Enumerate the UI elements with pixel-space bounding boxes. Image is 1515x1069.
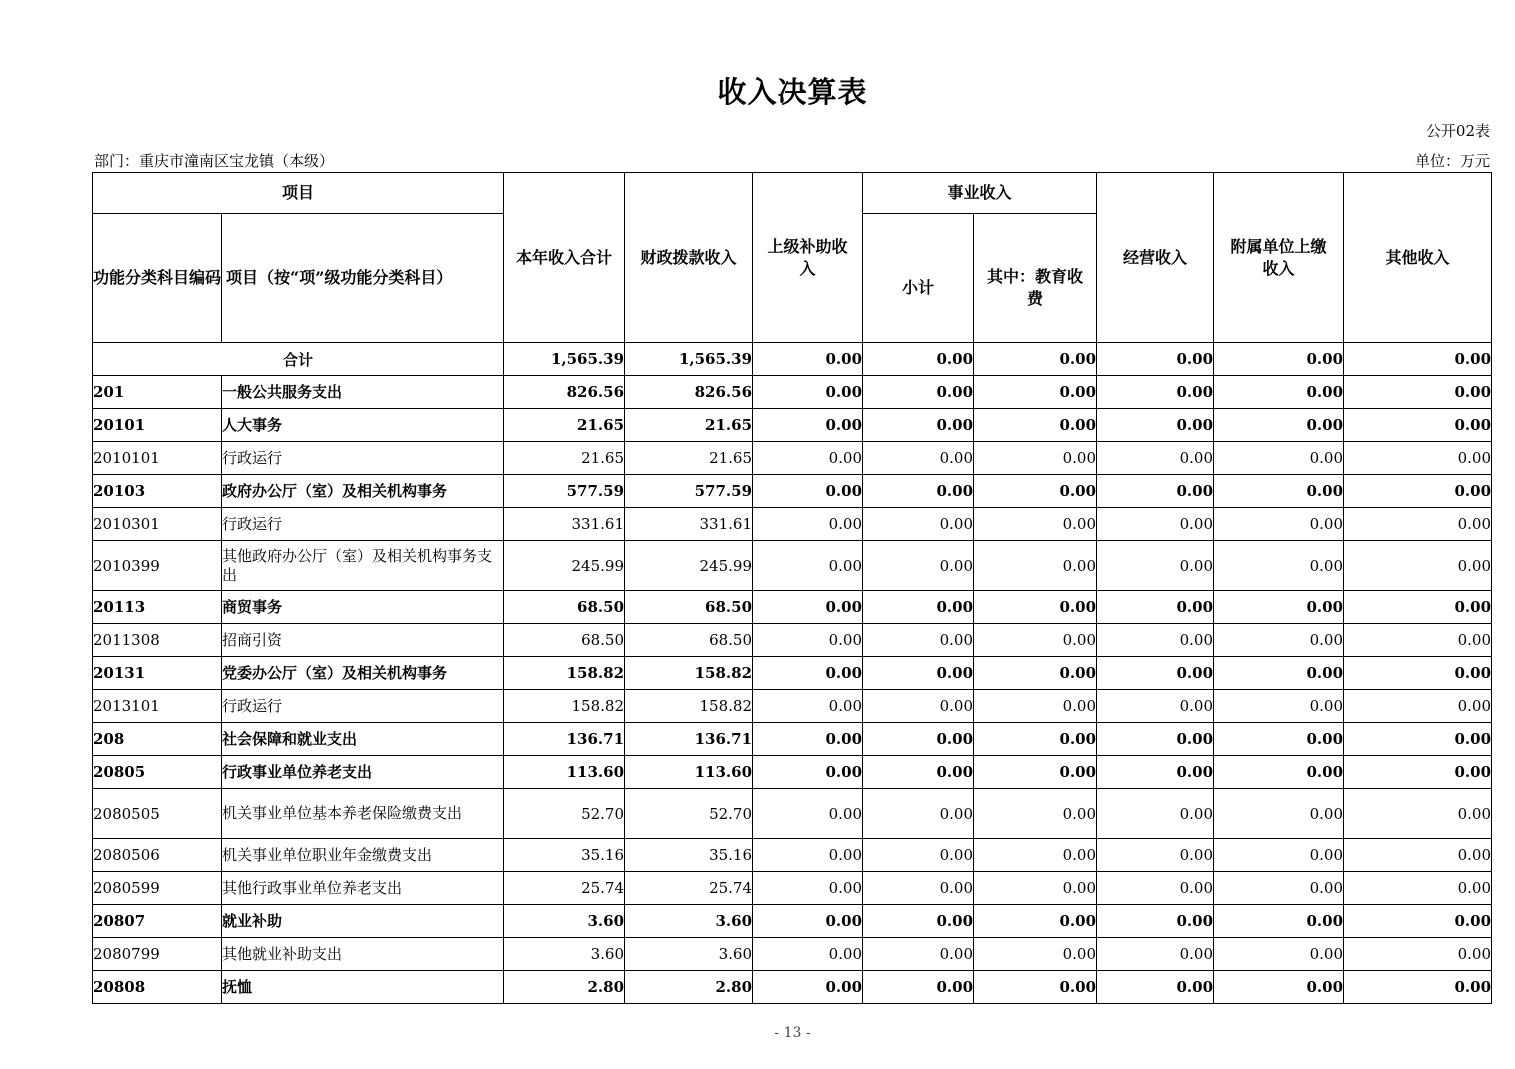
row-code: 2010101: [93, 442, 222, 475]
row-value: 0.00: [1097, 442, 1214, 475]
row-value: 0.00: [1344, 376, 1492, 409]
row-value: 25.74: [625, 872, 753, 905]
row-value: 0.00: [1214, 508, 1344, 541]
row-value: 0.00: [974, 376, 1097, 409]
row-value: 0.00: [1097, 409, 1214, 442]
row-code: 20808: [93, 971, 222, 1004]
total-cell: 0.00: [1214, 343, 1344, 376]
row-value: 0.00: [974, 409, 1097, 442]
row-value: 0.00: [974, 723, 1097, 756]
table-row: [93, 624, 1492, 657]
row-code: 2010301: [93, 508, 222, 541]
table-row: [93, 376, 1492, 409]
total-cell: 0.00: [1344, 343, 1492, 376]
total-row: [93, 343, 1492, 376]
row-value: 0.00: [753, 475, 863, 508]
row-value: 0.00: [1344, 475, 1492, 508]
total-cell: 0.00: [863, 343, 974, 376]
row-value: 0.00: [1097, 657, 1214, 690]
row-value: 2.80: [625, 971, 753, 1004]
row-value: 0.00: [1214, 789, 1344, 839]
row-value: 158.82: [504, 657, 625, 690]
row-code: 20113: [93, 591, 222, 624]
row-value: 0.00: [974, 789, 1097, 839]
row-value: 0.00: [753, 376, 863, 409]
row-value: 826.56: [504, 376, 625, 409]
row-value: 0.00: [1097, 839, 1214, 872]
row-value: 0.00: [753, 541, 863, 591]
row-value: 0.00: [863, 756, 974, 789]
row-code: 20131: [93, 657, 222, 690]
total-cell: 1,565.39: [625, 343, 753, 376]
row-value: 245.99: [625, 541, 753, 591]
row-value: 0.00: [1344, 541, 1492, 591]
row-value: 3.60: [625, 938, 753, 971]
table-row: [93, 475, 1492, 508]
row-value: 0.00: [1214, 624, 1344, 657]
header-other: 其他收入: [1344, 173, 1492, 343]
row-value: 0.00: [1344, 839, 1492, 872]
row-value: 0.00: [974, 508, 1097, 541]
row-value: 0.00: [1344, 723, 1492, 756]
row-value: 826.56: [625, 376, 753, 409]
row-value: 0.00: [863, 723, 974, 756]
page-number: - 13 -: [774, 1025, 811, 1041]
row-value: 0.00: [974, 442, 1097, 475]
row-value: 0.00: [863, 442, 974, 475]
row-value: 0.00: [753, 938, 863, 971]
header-subtotal: 小计: [863, 214, 974, 343]
table-row: [93, 541, 1492, 591]
row-value: 0.00: [1214, 591, 1344, 624]
row-value: 0.00: [1344, 938, 1492, 971]
row-value: 0.00: [753, 723, 863, 756]
row-value: 0.00: [1344, 905, 1492, 938]
table-row: [93, 789, 1492, 839]
row-value: 35.16: [625, 839, 753, 872]
row-value: 0.00: [1344, 756, 1492, 789]
row-value: 577.59: [504, 475, 625, 508]
row-value: 0.00: [974, 938, 1097, 971]
row-name: 政府办公厅（室）及相关机构事务: [222, 475, 504, 508]
row-value: 0.00: [1097, 591, 1214, 624]
row-value: 0.00: [753, 508, 863, 541]
row-value: 0.00: [863, 409, 974, 442]
row-value: 21.65: [504, 442, 625, 475]
table-number: 公开02表: [1425, 122, 1490, 140]
row-value: 35.16: [504, 839, 625, 872]
row-code: 2080505: [93, 789, 222, 839]
row-value: 158.82: [625, 690, 753, 723]
row-value: 113.60: [504, 756, 625, 789]
table-row: [93, 508, 1492, 541]
row-value: 0.00: [974, 690, 1097, 723]
row-value: 0.00: [753, 442, 863, 475]
header-business: 经营收入: [1097, 173, 1214, 343]
row-code: 2011308: [93, 624, 222, 657]
total-cell: 0.00: [974, 343, 1097, 376]
table-row: [93, 971, 1492, 1004]
row-name: 人大事务: [222, 409, 504, 442]
row-value: 3.60: [504, 905, 625, 938]
row-name: 党委办公厅（室）及相关机构事务: [222, 657, 504, 690]
row-value: 0.00: [974, 657, 1097, 690]
row-value: 0.00: [863, 541, 974, 591]
row-value: 3.60: [504, 938, 625, 971]
row-value: 0.00: [1344, 971, 1492, 1004]
row-value: 0.00: [974, 591, 1097, 624]
row-value: 0.00: [863, 872, 974, 905]
row-value: 0.00: [1097, 723, 1214, 756]
row-value: 0.00: [1344, 624, 1492, 657]
row-value: 136.71: [625, 723, 753, 756]
row-value: 0.00: [1097, 475, 1214, 508]
row-value: 0.00: [753, 971, 863, 1004]
row-value: 0.00: [863, 839, 974, 872]
row-value: 0.00: [1344, 789, 1492, 839]
row-value: 0.00: [863, 624, 974, 657]
row-value: 2.80: [504, 971, 625, 1004]
row-value: 0.00: [1097, 872, 1214, 905]
row-value: 0.00: [1214, 376, 1344, 409]
row-code: 2080799: [93, 938, 222, 971]
row-value: 0.00: [1344, 409, 1492, 442]
header-affiliated: 附属单位上缴收入: [1214, 173, 1344, 343]
row-value: 0.00: [1097, 971, 1214, 1004]
row-value: 0.00: [1214, 409, 1344, 442]
header-name: 项目（按“项”级功能分类科目）: [222, 214, 504, 343]
header-total: 本年收入合计: [504, 173, 625, 343]
row-value: 3.60: [625, 905, 753, 938]
row-code: 201: [93, 376, 222, 409]
row-value: 0.00: [974, 971, 1097, 1004]
table-row: [93, 872, 1492, 905]
row-value: 0.00: [1097, 624, 1214, 657]
row-value: 0.00: [1344, 657, 1492, 690]
row-value: 0.00: [863, 971, 974, 1004]
row-value: 0.00: [1097, 690, 1214, 723]
row-value: 68.50: [625, 624, 753, 657]
total-label: 合计: [93, 343, 504, 376]
total-cell: 1,565.39: [504, 343, 625, 376]
row-code: 2010399: [93, 541, 222, 591]
row-value: 0.00: [753, 839, 863, 872]
table-row: [93, 756, 1492, 789]
row-value: 0.00: [974, 624, 1097, 657]
row-code: 20807: [93, 905, 222, 938]
row-value: 0.00: [1097, 756, 1214, 789]
row-value: 0.00: [1344, 591, 1492, 624]
table-row: [93, 442, 1492, 475]
row-value: 0.00: [1097, 541, 1214, 591]
row-value: 0.00: [753, 872, 863, 905]
row-value: 0.00: [1214, 756, 1344, 789]
unit-label: 单位：万元: [1414, 152, 1490, 170]
row-value: 68.50: [625, 591, 753, 624]
row-value: 0.00: [1214, 690, 1344, 723]
row-value: 0.00: [863, 475, 974, 508]
page-title: 收入决算表: [717, 75, 868, 109]
header-edu: 其中：教育收费: [974, 214, 1097, 343]
row-value: 0.00: [974, 905, 1097, 938]
row-value: 21.65: [504, 409, 625, 442]
row-value: 0.00: [974, 541, 1097, 591]
income-table: [92, 172, 1492, 1004]
row-value: 0.00: [1214, 475, 1344, 508]
row-code: 20103: [93, 475, 222, 508]
row-value: 0.00: [753, 657, 863, 690]
row-value: 21.65: [625, 409, 753, 442]
row-code: 2080599: [93, 872, 222, 905]
row-name: 其他政府办公厅（室）及相关机构事务支出: [222, 541, 504, 591]
row-value: 0.00: [1097, 938, 1214, 971]
row-value: 52.70: [625, 789, 753, 839]
row-value: 158.82: [504, 690, 625, 723]
row-value: 0.00: [863, 376, 974, 409]
row-name: 招商引资: [222, 624, 504, 657]
row-value: 0.00: [1214, 839, 1344, 872]
row-value: 0.00: [974, 872, 1097, 905]
row-value: 0.00: [1214, 872, 1344, 905]
row-value: 0.00: [974, 756, 1097, 789]
row-value: 0.00: [863, 789, 974, 839]
table-row: [93, 839, 1492, 872]
row-name: 就业补助: [222, 905, 504, 938]
table-row: [93, 723, 1492, 756]
row-value: 158.82: [625, 657, 753, 690]
row-value: 0.00: [753, 905, 863, 938]
row-name: 机关事业单位职业年金缴费支出: [222, 839, 504, 872]
row-value: 0.00: [1214, 442, 1344, 475]
table-row: [93, 591, 1492, 624]
row-value: 0.00: [1344, 690, 1492, 723]
row-value: 0.00: [863, 591, 974, 624]
row-value: 0.00: [1344, 872, 1492, 905]
row-value: 25.74: [504, 872, 625, 905]
row-value: 0.00: [753, 591, 863, 624]
row-name: 行政运行: [222, 690, 504, 723]
row-name: 行政运行: [222, 508, 504, 541]
row-value: 331.61: [625, 508, 753, 541]
row-value: 0.00: [1344, 508, 1492, 541]
row-value: 0.00: [1097, 376, 1214, 409]
header-project: 项目: [93, 173, 504, 214]
table-row: [93, 905, 1492, 938]
row-value: 113.60: [625, 756, 753, 789]
row-value: 0.00: [753, 756, 863, 789]
row-value: 245.99: [504, 541, 625, 591]
row-value: 0.00: [863, 905, 974, 938]
row-value: 0.00: [1214, 905, 1344, 938]
total-cell: 0.00: [753, 343, 863, 376]
row-value: 0.00: [1344, 442, 1492, 475]
row-value: 0.00: [974, 475, 1097, 508]
row-value: 0.00: [753, 409, 863, 442]
row-value: 331.61: [504, 508, 625, 541]
row-value: 0.00: [1214, 938, 1344, 971]
row-value: 577.59: [625, 475, 753, 508]
row-value: 136.71: [504, 723, 625, 756]
table-row: [93, 657, 1492, 690]
header-cause: 事业收入: [863, 173, 1097, 214]
row-value: 68.50: [504, 591, 625, 624]
row-value: 0.00: [753, 624, 863, 657]
row-name: 其他就业补助支出: [222, 938, 504, 971]
header-fiscal: 财政拨款收入: [625, 173, 753, 343]
row-code: 2013101: [93, 690, 222, 723]
row-value: 0.00: [863, 508, 974, 541]
total-cell: 0.00: [1097, 343, 1214, 376]
row-value: 0.00: [1214, 657, 1344, 690]
table-row: [93, 409, 1492, 442]
row-code: 2080506: [93, 839, 222, 872]
row-name: 抚恤: [222, 971, 504, 1004]
row-code: 208: [93, 723, 222, 756]
row-value: 0.00: [1097, 905, 1214, 938]
header-superior: 上级补助收入: [753, 173, 863, 343]
row-value: 0.00: [1097, 508, 1214, 541]
row-name: 社会保障和就业支出: [222, 723, 504, 756]
row-value: 0.00: [863, 690, 974, 723]
row-value: 0.00: [1097, 789, 1214, 839]
row-code: 20805: [93, 756, 222, 789]
row-value: 52.70: [504, 789, 625, 839]
row-name: 行政事业单位养老支出: [222, 756, 504, 789]
row-name: 其他行政事业单位养老支出: [222, 872, 504, 905]
row-code: 20101: [93, 409, 222, 442]
row-name: 行政运行: [222, 442, 504, 475]
row-value: 68.50: [504, 624, 625, 657]
header-code: 功能分类科目编码: [93, 214, 222, 343]
table-row: [93, 938, 1492, 971]
row-value: 0.00: [753, 690, 863, 723]
row-value: 0.00: [974, 839, 1097, 872]
row-name: 机关事业单位基本养老保险缴费支出: [222, 789, 504, 839]
row-value: 21.65: [625, 442, 753, 475]
row-value: 0.00: [1214, 723, 1344, 756]
row-value: 0.00: [863, 938, 974, 971]
row-value: 0.00: [863, 657, 974, 690]
row-value: 0.00: [1214, 541, 1344, 591]
row-name: 一般公共服务支出: [222, 376, 504, 409]
department-label: 部门：重庆市潼南区宝龙镇（本级）: [94, 152, 335, 170]
row-name: 商贸事务: [222, 591, 504, 624]
row-value: 0.00: [1214, 971, 1344, 1004]
table-row: [93, 690, 1492, 723]
row-value: 0.00: [753, 789, 863, 839]
